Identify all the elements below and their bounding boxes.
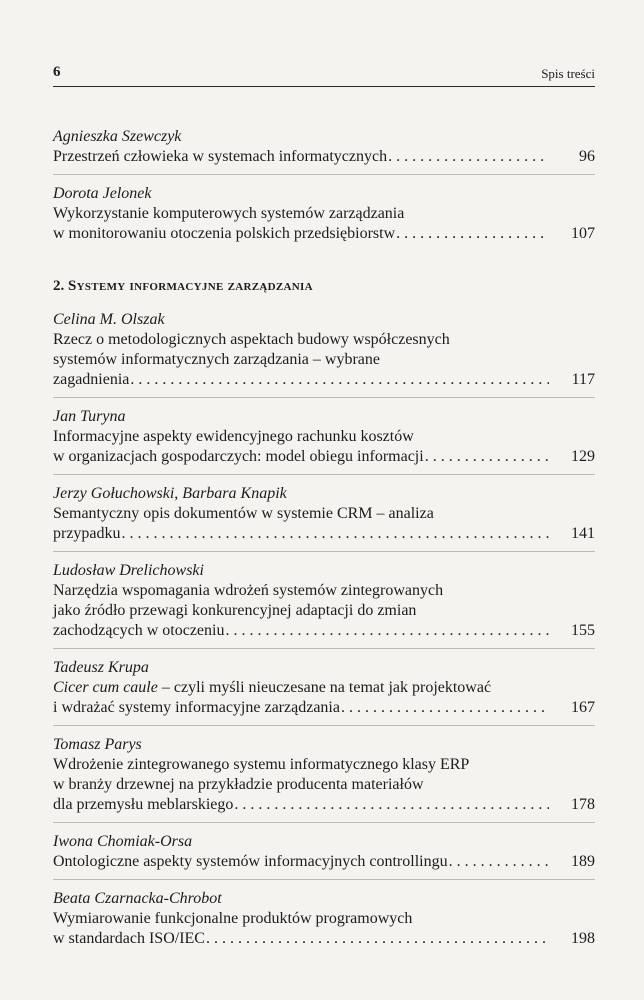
entry-title-line: w branży drzewnej na przykładzie producenta materiałów bbox=[53, 776, 424, 793]
entry-final-line bbox=[53, 698, 595, 718]
toc-entry bbox=[53, 126, 595, 175]
dot-leader bbox=[388, 147, 549, 167]
toc-entry bbox=[53, 309, 595, 398]
entry-author: Ludosław Drelichowski bbox=[53, 562, 204, 579]
toc-entry bbox=[53, 657, 595, 726]
entry-page-number: 167 bbox=[571, 699, 595, 716]
entry-title-line: dla przemysłu meblarskiego bbox=[53, 796, 234, 813]
entry-title-line: Przestrzeń człowieka w systemach informatycznych bbox=[53, 148, 388, 165]
entry-author: Beata Czarnacka-Chrobot bbox=[53, 890, 222, 907]
section-number: 2. bbox=[53, 278, 65, 294]
entry-title-line: przypadku bbox=[53, 525, 121, 542]
entry-final-line bbox=[53, 447, 595, 467]
entry-title-line: Narzędzia wspomagania wdrożeń systemów zintegrowanych bbox=[53, 582, 444, 599]
entry-title-line: i wdrażać systemy informacyjne zarządzania bbox=[53, 699, 340, 716]
entry-title-line: zagadnienia bbox=[53, 371, 130, 388]
toc-entry bbox=[53, 888, 595, 956]
entry-page-number: 107 bbox=[571, 225, 595, 242]
entry-title-line: Wdrożenie zintegrowanego systemu informatycznego klasy ERP bbox=[53, 756, 470, 773]
entry-author: Dorota Jelonek bbox=[53, 185, 152, 202]
section-title: Systemy informacyjne zarządzania bbox=[68, 278, 313, 294]
entry-title-line bbox=[53, 678, 595, 698]
entry-page-number: 189 bbox=[571, 853, 595, 870]
entry-title-rest: – czyli myśli nieuczesane na temat jak projektować bbox=[157, 679, 492, 696]
toc-entry bbox=[53, 483, 595, 552]
table-of-contents bbox=[53, 126, 595, 964]
dot-leader bbox=[130, 370, 549, 390]
entry-author: Tomasz Parys bbox=[53, 736, 142, 753]
page-header bbox=[53, 64, 595, 87]
entry-title-line: Wykorzystanie komputerowych systemów zarządzania bbox=[53, 205, 405, 222]
dot-leader bbox=[341, 698, 549, 718]
dot-leader bbox=[122, 524, 549, 544]
dot-leader bbox=[449, 852, 549, 872]
entry-page-number: 96 bbox=[579, 148, 595, 165]
entry-title-line: Rzecz o metodologicznych aspektach budowy współczesnych bbox=[53, 331, 450, 348]
toc-entry bbox=[53, 406, 595, 475]
entry-final-line bbox=[53, 370, 595, 390]
entry-page-number: 155 bbox=[571, 622, 595, 639]
entry-final-line bbox=[53, 224, 595, 244]
entry-final-line bbox=[53, 524, 595, 544]
entry-title-line: zachodzących w otoczeniu bbox=[53, 622, 225, 639]
entry-page-number: 129 bbox=[571, 448, 595, 465]
entry-title-line: jako źródło przewagi konkurencyjnej adaptacji do zmian bbox=[53, 602, 417, 619]
entry-title-line: Informacyjne aspekty ewidencyjnego rachunku kosztów bbox=[53, 428, 414, 445]
entry-final-line bbox=[53, 929, 595, 949]
entry-title-line: w standardach ISO/IEC bbox=[53, 930, 205, 947]
entry-page-number: 141 bbox=[571, 525, 595, 542]
entry-final-line bbox=[53, 852, 595, 872]
entry-final-line bbox=[53, 795, 595, 815]
entry-final-line bbox=[53, 621, 595, 641]
toc-entry bbox=[53, 183, 595, 251]
dot-leader bbox=[225, 621, 549, 641]
entry-author: Iwona Chomiak-Orsa bbox=[53, 833, 193, 850]
dot-leader bbox=[425, 447, 549, 467]
entry-page-number: 198 bbox=[571, 930, 595, 947]
entry-title-line: Semantyczny opis dokumentów w systemie CRM – analiza bbox=[53, 505, 434, 522]
dot-leader bbox=[206, 929, 549, 949]
entry-author: Jan Turyna bbox=[53, 408, 126, 425]
entry-page-number: 117 bbox=[571, 371, 595, 388]
entry-title-line: w organizacjach gospodarczych: model obiegu informacji bbox=[53, 448, 424, 465]
dot-leader bbox=[396, 224, 549, 244]
entry-final-line bbox=[53, 147, 595, 167]
toc-entry bbox=[53, 560, 595, 649]
entry-title-italic: Cicer cum caule bbox=[53, 679, 158, 696]
entry-title-line: Ontologiczne aspekty systemów informacyjnych controllingu bbox=[53, 853, 448, 870]
toc-entry bbox=[53, 831, 595, 880]
page-number: 6 bbox=[53, 64, 61, 80]
entry-title-line: systemów informatycznych zarządzania – wybrane bbox=[53, 351, 380, 368]
entry-author: Jerzy Gołuchowski, Barbara Knapik bbox=[53, 485, 287, 502]
entry-title-line: w monitorowaniu otoczenia polskich przedsiębiorstw bbox=[53, 225, 396, 242]
entry-author: Celina M. Olszak bbox=[53, 311, 165, 328]
entry-page-number: 178 bbox=[571, 796, 595, 813]
toc-entry bbox=[53, 734, 595, 823]
running-head: Spis treści bbox=[541, 66, 595, 81]
entry-title-line: Wymiarowanie funkcjonalne produktów programowych bbox=[53, 910, 413, 927]
entry-author: Tadeusz Krupa bbox=[53, 659, 149, 676]
section-heading bbox=[53, 276, 595, 296]
entry-author: Agnieszka Szewczyk bbox=[53, 128, 182, 145]
dot-leader bbox=[234, 795, 549, 815]
